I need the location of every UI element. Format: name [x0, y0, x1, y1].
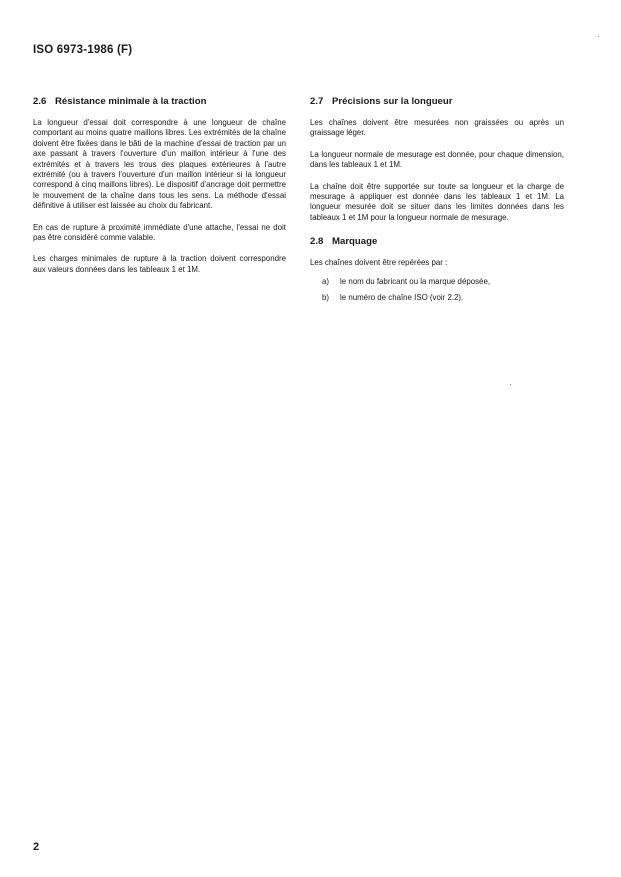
scan-speck	[510, 384, 511, 385]
marking-list	[310, 277, 564, 304]
document-standard-id: ISO 6973-1986 (F)	[33, 44, 133, 56]
right-column	[310, 96, 564, 309]
list-marker: a)	[322, 276, 330, 286]
list-item	[310, 293, 564, 303]
section-title: Résistance minimale à la traction	[55, 96, 207, 107]
section-heading-2-7	[310, 96, 564, 107]
section-heading-2-6	[33, 96, 286, 107]
paragraph: La longueur normale de mesurage est donnée, pour chaque dimension, dans les tableaux 1 et 1M.	[310, 149, 564, 170]
section-number: 2.6	[33, 96, 47, 107]
scan-speck	[598, 36, 599, 37]
paragraph: Les chaînes doivent être mesurées non graissées ou après un graissage léger.	[310, 118, 564, 138]
paragraph: La chaîne doit être supportée sur toute sa longueur et la charge de mesurage à appliquer est donnée dans les tableaux 1 et 1M. La longueur mesurée doit se situer dans les limites données dans les tableaux 1 et 1M pour la longueur normale de mesurage.	[310, 181, 564, 222]
section-title: Marquage	[332, 236, 378, 248]
list-item-text: le numéro de chaîne ISO (voir 2.2).	[340, 293, 464, 303]
section-title: Précisions sur la longueur	[332, 96, 453, 107]
section-number: 2.8	[310, 236, 324, 248]
paragraph: En cas de rupture à proximité immédiate d'une attache, l'essai ne doit pas être considéré comme valable.	[33, 222, 286, 243]
list-marker: b)	[322, 293, 330, 303]
paragraph: La longueur d'essai doit correspondre à une longueur de chaîne comportant au moins quatre maillons libres. Les extrémités de la chaîne doivent être fixées dans le bâti de la machine d'essai de traction par un axe passant à travers l'ouverture d'un maillon intérieur à l'une des extrémités et à travers les trous des plaques extérieures à l'autre extrémité (ou à travers l'ouverture d'un maillon intérieur si la longueur correspond à cinq maillons libres). Le dispositif d'ancrage doit permettre le mouvement de la chaîne dans tous les sens. La méthode d'essai définitive à utiliser est laissée au choix du fabricant.	[33, 118, 286, 211]
section-heading-2-8	[310, 236, 564, 247]
section-number: 2.7	[310, 96, 324, 107]
list-intro: Les chaînes doivent être repérées par :	[310, 258, 448, 268]
paragraph: Les charges minimales de rupture à la traction doivent correspondre aux valeurs données dans les tableaux 1 et 1M.	[33, 254, 286, 274]
list-item-text: le nom du fabricant ou la marque déposée,	[340, 276, 491, 286]
page-number: 2	[33, 841, 40, 853]
left-column	[33, 96, 286, 286]
list-item	[310, 277, 564, 287]
